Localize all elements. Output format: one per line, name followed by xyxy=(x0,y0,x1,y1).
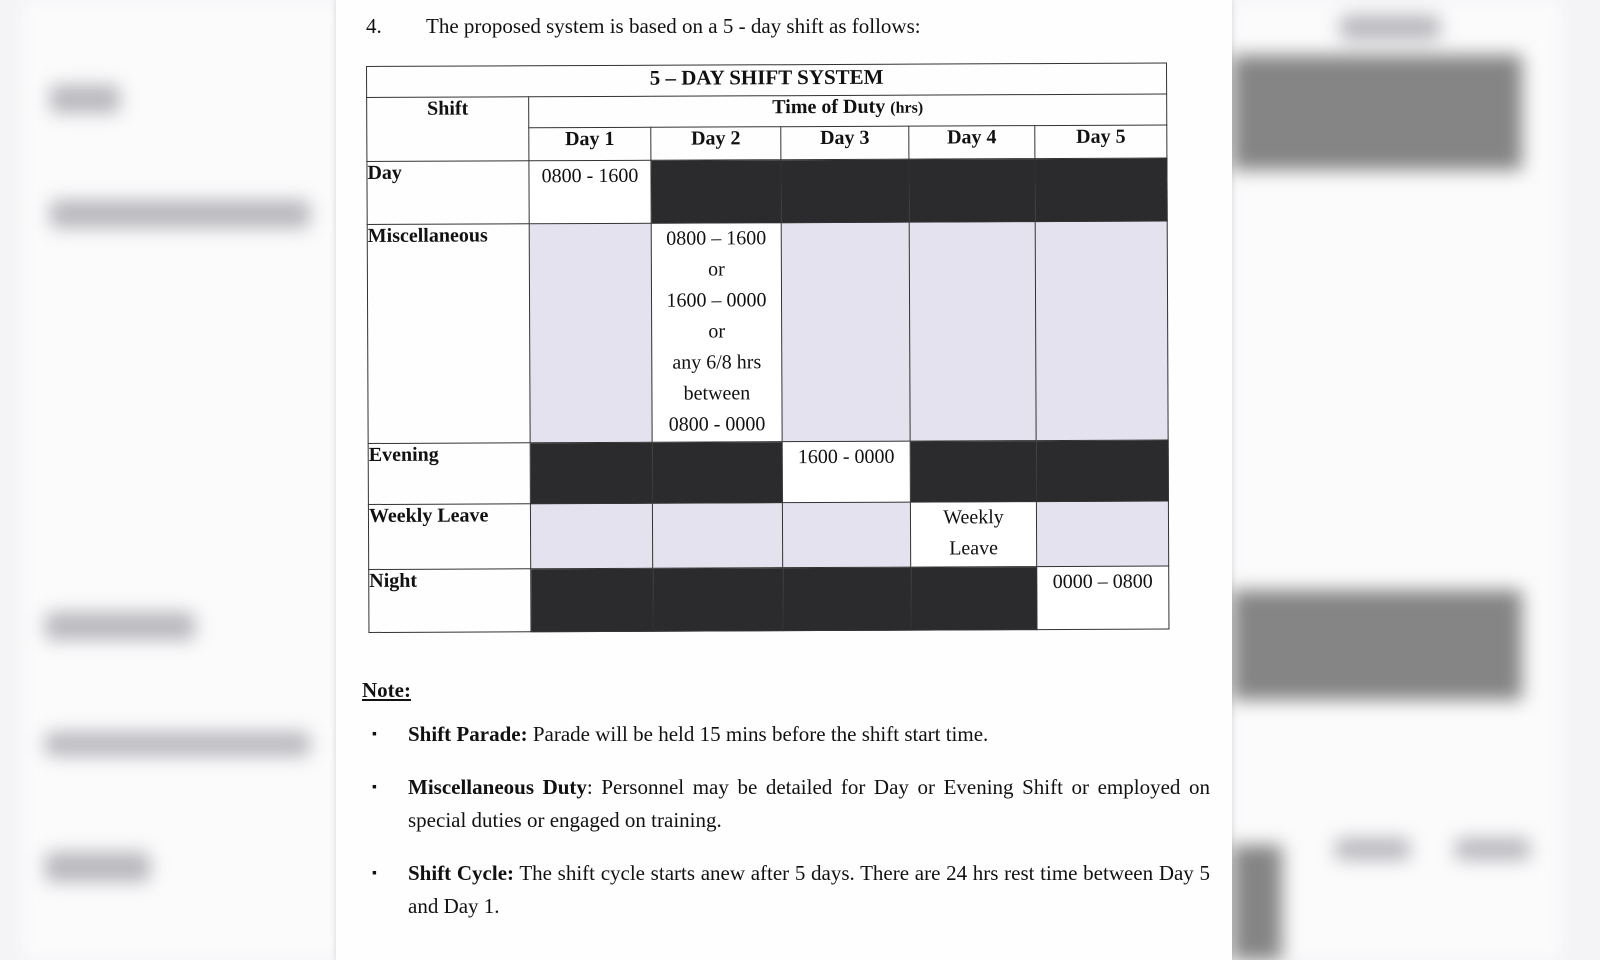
shift-label: Weekly Leave xyxy=(368,504,530,570)
duty-cell-dark xyxy=(909,159,1035,223)
day-column-header: Day 5 xyxy=(1035,125,1167,159)
blurred-text xyxy=(45,852,150,882)
shift-table xyxy=(366,63,1170,633)
time-unit-label: (hrs) xyxy=(890,99,924,117)
duty-cell-white xyxy=(782,441,910,503)
duty-time-text: 1600 - 0000 xyxy=(797,445,895,469)
shift-label: Night xyxy=(369,569,531,633)
duty-cell-dark xyxy=(1035,158,1167,222)
day-column-header: Day 1 xyxy=(529,127,651,161)
table-row xyxy=(369,566,1169,632)
blurred-dark-block xyxy=(1232,845,1282,960)
table-title: 5 – DAY SHIFT SYSTEM xyxy=(367,63,1167,97)
note-text: The shift cycle starts anew after 5 days. There are 24 hrs rest time between Day 5 and Day 1. xyxy=(408,861,1210,918)
note-text: : Personnel may be detailed for Day or Evening Shift or employed on special duties or engaged on training. xyxy=(408,775,1210,832)
blurred-text xyxy=(50,200,310,228)
shift-label: Evening xyxy=(368,443,530,505)
duty-cell-light xyxy=(529,223,652,443)
time-of-duty-label: Time of Duty xyxy=(772,95,886,119)
duty-cell-dark xyxy=(651,160,781,224)
duty-time-text: any 6/8 hrs xyxy=(672,351,762,374)
duty-cell-white xyxy=(1037,566,1169,630)
duty-cell-light xyxy=(1036,501,1168,567)
square-bullet-icon: ▪ xyxy=(372,780,377,795)
note-item xyxy=(362,771,1210,837)
table-row xyxy=(367,221,1168,443)
duty-cell-dark xyxy=(530,442,652,504)
duty-cell-dark xyxy=(652,442,782,504)
duty-cell-dark xyxy=(1036,440,1168,502)
duty-cell-dark xyxy=(531,568,653,632)
note-title: Note: xyxy=(362,678,411,702)
square-bullet-icon: ▪ xyxy=(372,866,377,881)
note-item xyxy=(362,718,1210,751)
duty-time-text: Leave xyxy=(949,537,999,560)
duty-cell-dark xyxy=(910,441,1036,503)
blurred-text xyxy=(45,612,195,640)
day-column-header: Day 2 xyxy=(651,127,781,161)
blurred-dark-block xyxy=(1232,55,1522,170)
duty-time-text: 0800 - 1600 xyxy=(541,164,639,188)
blurred-dark-block xyxy=(1232,590,1522,700)
notes-list xyxy=(362,718,1210,943)
duty-time-text: or xyxy=(708,320,726,343)
duty-time-text: 0000 – 0800 xyxy=(1052,570,1153,594)
duty-cell-light xyxy=(782,502,910,568)
duty-cell-white xyxy=(910,502,1036,568)
blurred-text xyxy=(1335,838,1410,860)
blurred-text xyxy=(45,732,310,756)
duty-time-text: or xyxy=(707,258,725,281)
note-term: Miscellaneous Duty xyxy=(408,775,587,799)
shift-column-header: Shift xyxy=(367,97,529,162)
duty-time-text: between xyxy=(683,382,751,405)
time-of-duty-header xyxy=(529,94,1167,128)
table-row xyxy=(368,501,1168,569)
table-row xyxy=(368,440,1168,504)
day-column-header: Day 4 xyxy=(909,126,1035,160)
table-row xyxy=(367,158,1167,224)
shift-label: Day xyxy=(367,161,529,225)
duty-cell-light xyxy=(530,503,652,569)
duty-cell-dark xyxy=(911,567,1037,631)
paragraph-number: 4. xyxy=(366,14,382,38)
blurred-text xyxy=(1340,15,1440,40)
note-term: Shift Cycle: xyxy=(408,861,515,885)
duty-cell-light xyxy=(909,222,1036,442)
document-page xyxy=(336,0,1232,960)
duty-cell-white xyxy=(529,160,651,224)
duty-cell-dark xyxy=(783,567,911,631)
shift-label: Miscellaneous xyxy=(367,224,530,444)
duty-cell-light xyxy=(652,503,782,569)
note-item xyxy=(362,857,1210,923)
intro-paragraph xyxy=(366,14,921,39)
duty-time-text: 0800 - 0000 xyxy=(668,413,766,436)
duty-cell-light xyxy=(781,222,910,442)
duty-cell-dark xyxy=(781,159,909,223)
blurred-sheet-left xyxy=(22,0,342,960)
blurred-text xyxy=(50,85,120,113)
blurred-text xyxy=(1455,838,1530,860)
note-term: Shift Parade: xyxy=(408,722,528,746)
note-text: Parade will be held 15 mins before the shift start time. xyxy=(527,722,989,746)
duty-time-text: Weekly xyxy=(943,506,1004,529)
intro-text: The proposed system is based on a 5 - day shift as follows: xyxy=(426,14,921,38)
duty-time-text: 1600 – 0000 xyxy=(666,289,767,312)
day-column-header: Day 3 xyxy=(781,126,909,160)
square-bullet-icon: ▪ xyxy=(372,727,377,742)
duty-cell-dark xyxy=(653,568,783,632)
duty-cell-light xyxy=(1035,221,1168,441)
duty-cell-white xyxy=(651,223,782,443)
duty-time-text: 0800 – 1600 xyxy=(666,227,767,250)
